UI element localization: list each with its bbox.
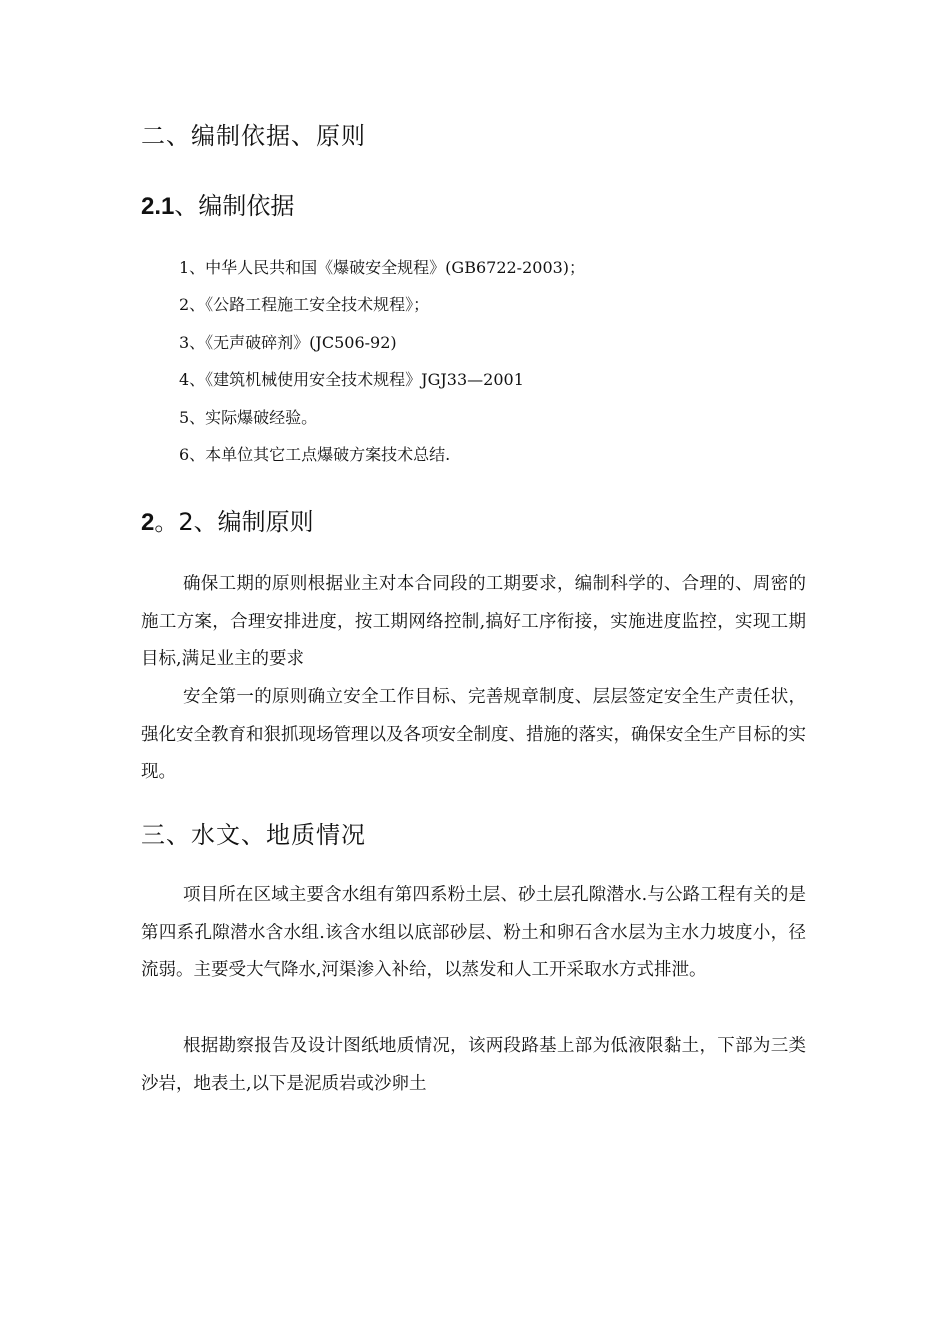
- principle-paragraph-schedule: 确保工期的原则根据业主对本合同段的工期要求，编制科学的、合理的、周密的施工方案，合理安排进度，按工期网络控制,搞好工序衔接，实施进度监控，实现工期目标,满足业主的要求: [141, 574, 806, 670]
- list-item: 4、《建筑机械使用安全技术规程》JGJ33—2001: [179, 370, 524, 390]
- list-item: 3、《无声破碎剂》(JC506-92): [179, 332, 397, 352]
- section-2-2-heading: [141, 502, 314, 537]
- hydrology-paragraph: 项目所在区域主要含水组有第四系粉土层、砂土层孔隙潜水.与公路工程有关的是第四系孔隙潜水含水组.该含水组以底部砂层、粉土和卵石含水层为主水力坡度小，径流弱。主要受大气降水,河渠渗入补给，以蒸发和人工开采取水方式排泄。: [141, 885, 806, 981]
- list-item: 2、《公路工程施工安全技术规程》；: [179, 295, 430, 315]
- section-2-1-heading: [141, 186, 294, 221]
- list-item: 5、实际爆破经验。: [179, 407, 318, 427]
- section-3-heading: 三、水文、地质情况: [141, 821, 366, 849]
- list-item: 6、本单位其它工点爆破方案技术总结.: [179, 444, 451, 464]
- list-item: 1、中华人民共和国《爆破安全规程》(GB6722-2003)；: [179, 258, 586, 277]
- section-2-2-title: 。2、编制原则: [154, 508, 314, 536]
- geology-paragraph: 根据勘察报告及设计图纸地质情况，该两段路基上部为低液限黏土，下部为三类沙岩，地表土,以下是泥质岩或沙卵土: [141, 1036, 806, 1094]
- section-2-2-number: 2: [141, 509, 155, 536]
- section-2-1-number: 2.1: [141, 193, 175, 220]
- section-2-1-title: 、编制依据: [174, 192, 295, 220]
- section-2-heading: 二、编制依据、原则: [141, 122, 366, 150]
- principle-paragraph-safety: 安全第一的原则确立安全工作目标、完善规章制度、层层签定安全生产责任状，强化安全教育和狠抓现场管理以及各项安全制度、措施的落实，确保安全生产目标的实现。: [141, 687, 806, 783]
- basis-list: [179, 253, 585, 477]
